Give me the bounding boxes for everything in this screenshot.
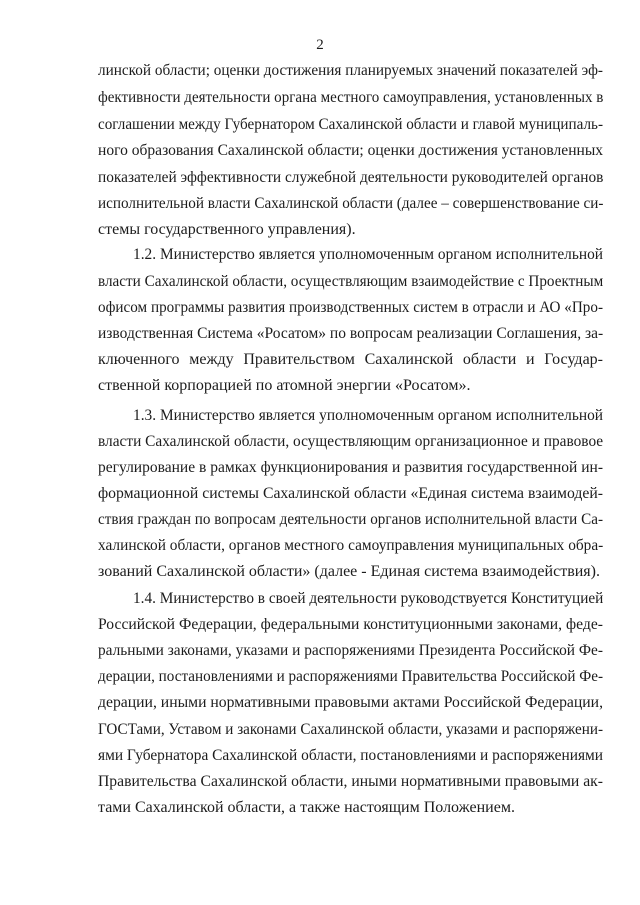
text-line: ключенного между Правительством Сахалинской области и Государ- xyxy=(98,351,603,368)
text-line: ями Губернатора Сахалинской области, постановлениями и распоряжениями xyxy=(98,747,603,764)
text-line: фективности деятельности органа местного самоуправления, установленных в xyxy=(98,89,604,106)
text-line: власти Сахалинской области, осуществляющим взаимодействие с Проектным xyxy=(98,273,604,290)
text-line: дерации, иными нормативными правовыми актами Российской Федерации, xyxy=(98,694,603,711)
text-line: Российской Федерации, федеральными конституционными законами, феде- xyxy=(98,616,603,633)
paragraph-first-line: 1.4. Министерство в своей деятельности руководствуется Конституцией xyxy=(133,590,604,607)
text-line: регулирование в рамках функционирования и развития государственной ин- xyxy=(98,459,603,476)
text-line: Правительства Сахалинской области, иными нормативными правовыми ак- xyxy=(98,773,603,790)
text-line: показателей эффективности служебной деятельности руководителей органов xyxy=(98,169,604,186)
page-number: 2 xyxy=(316,37,324,53)
paragraph-first-line: 1.3. Министерство является уполномоченным органом исполнительной xyxy=(133,407,603,424)
text-line: формационной системы Сахалинской области «Единая система взаимодей- xyxy=(98,485,603,502)
text-line: зований Сахалинской области» (далее - Единая система взаимодействия). xyxy=(98,563,600,580)
text-line: тами Сахалинской области, а также настоящим Положением. xyxy=(98,799,515,816)
text-line: дерации, постановлениями и распоряжениями Правительства Российской Фе- xyxy=(98,668,603,685)
text-line: ГОСТами, Уставом и законами Сахалинской области, указами и распоряжени- xyxy=(98,721,603,738)
text-line: ственной корпорацией по атомной энергии «Росатом». xyxy=(98,377,471,394)
text-line: власти Сахалинской области, осуществляющим организационное и правовое xyxy=(98,433,604,450)
text-line: стемы государственного управления). xyxy=(98,221,356,238)
text-line: исполнительной власти Сахалинской области (далее – совершенствование си- xyxy=(98,195,604,212)
text-line: линской области; оценки достижения планируемых значений показателей эф- xyxy=(98,62,603,79)
text-line: ного образования Сахалинской области; оценки достижения установленных xyxy=(98,142,604,159)
text-line: офисом программы развития производственных систем в отрасли и АО «Про- xyxy=(98,299,603,316)
paragraph-first-line: 1.2. Министерство является уполномоченным органом исполнительной xyxy=(133,246,603,263)
text-line: ствия граждан по вопросам деятельности органов исполнительной власти Са- xyxy=(98,511,603,528)
text-line: соглашении между Губернатором Сахалинской области и главой муниципаль- xyxy=(98,116,603,133)
text-line: изводственная Система «Росатом» по вопросам реализации Соглашения, за- xyxy=(98,325,604,342)
text-line: халинской области, органов местного самоуправления муниципальных обра- xyxy=(98,537,604,554)
text-line: ральными законами, указами и распоряжениями Президента Российской Фе- xyxy=(98,642,603,659)
